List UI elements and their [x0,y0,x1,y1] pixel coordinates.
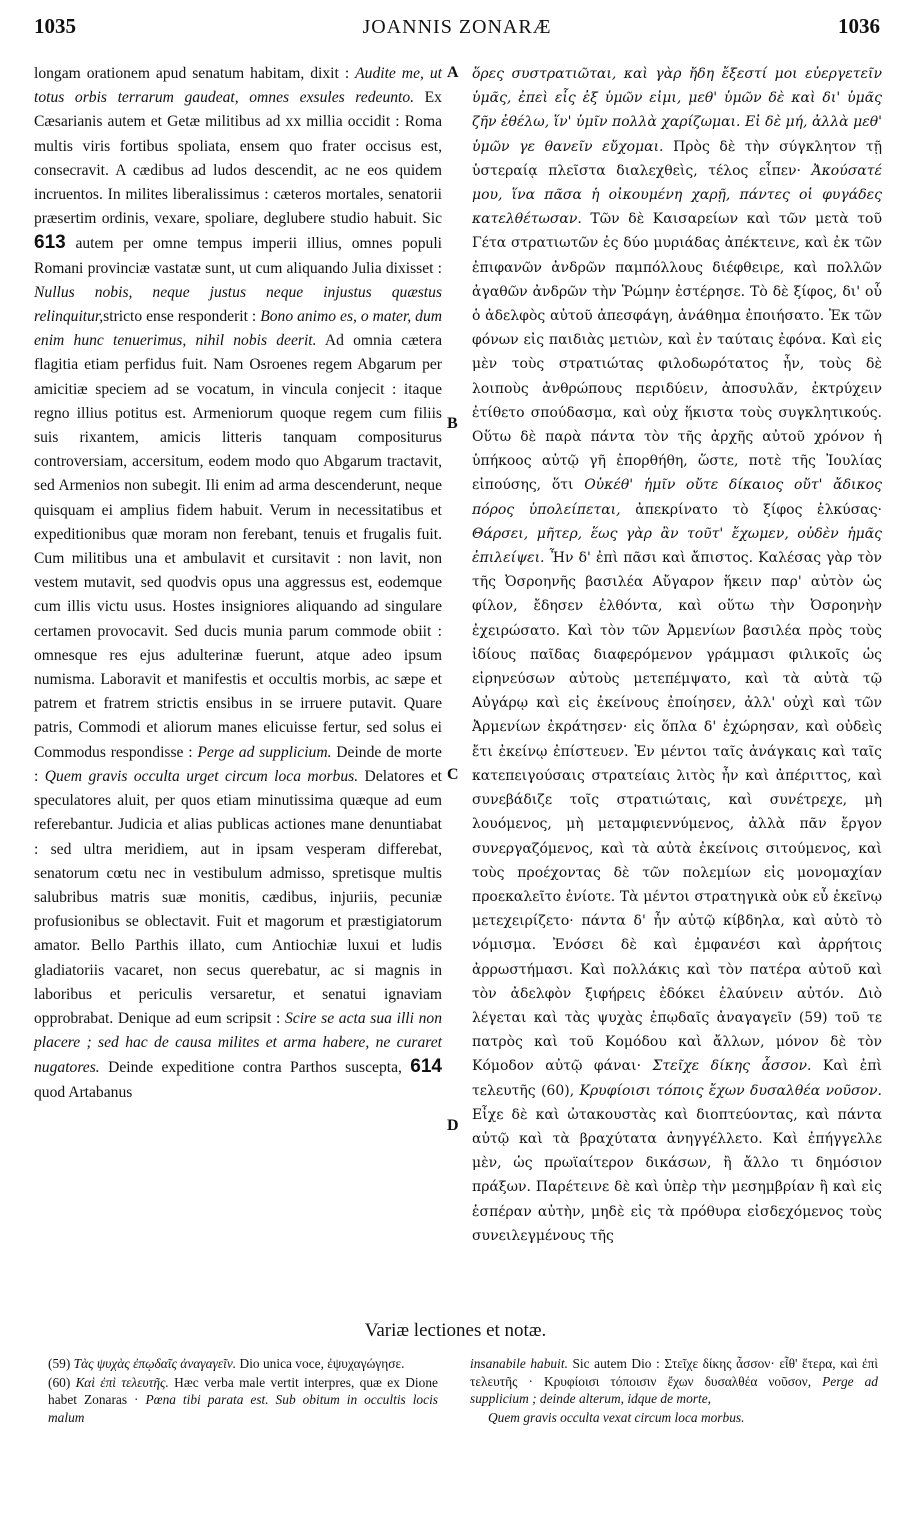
greek-text [472,62,882,1248]
greek-quote: Οὐκέθ' ἡμῖν οὔτε δίκαιος οὔτ' ἄδικος πόρος ὑπολείπεται, [472,477,882,518]
greek-column [472,62,883,1244]
latin-segment: Ad omnia cætera flagitia etiam perfidus fuit. Nam Osroenes regem Abgarum per amicitiæ speciem ad se vocatum, in vincula conjecit : itaque regno illius potitus est. Armeniorum quoque regem cum filiis suis rixantem, amicis litteris tanquam compositurus controversiam, accersitum, eodem modo quo Abgarum tractavit, sed Armenios non subegit. Ili enim ad arma descenderunt, neque quisquam ei amplius fidem habuit. Verum in necessitatibus et expeditionibus quæ moram non ferebant, tenuis et frugalis fuit. Cum militibus una et ambulavit et cursitavit : non lavit, non vestem mutavit, sed quodvis opus una aggressus est, eodemque cum illis victu usus. Hostes insigniores aliquando ad singulare certamen provocavit. Sed ducis munia parum commode obiit : omnesque res ejus adulterinæ fuerunt, atque adeo ipsum numisma. Laboravit et manifestis et occultis morbis, ac sæpe et patrem et fratrem strictis ensibus in se irruere putavit. Quare patris, Commodi et aliorum manes elicuisse fertur, sed solus ei Commodus respondisse : [34,332,443,761]
greek-quote: Κρυφίοισι τόποις ἔχων δυσαλθέα νοῦσον. [579,1082,882,1099]
note-text: Hæc verba male vertit interpres, quæ ex Dione habet Zonaras · [48,1374,438,1407]
latin-segment: quod Artabanus [34,1083,133,1101]
page-number-right: 1036 [838,14,880,38]
reference-number-613: 613 [34,232,66,254]
note-59 [48,1355,438,1373]
greek-quote: Στεῖχε δίκης ἆσσον. [652,1058,812,1075]
note-text: Dio unica voce, ἐψυχαγώγησε. [236,1356,405,1371]
latin-quote: Bono animo es, o mater, dum enim hunc tenuerimus, nihil nobis deerit. [34,308,443,350]
section-marker-d: D [447,1117,459,1134]
notes-heading: Variæ lectiones et notæ. [364,1320,547,1341]
section-marker-b: B [447,415,458,432]
latin-segment: Deinde expeditione contra Parthos suscepta, [99,1059,411,1077]
notes-left-column [48,1355,438,1427]
note-quote: Perge ad supplicium ; deinde alterum, idque de morte, [470,1373,879,1406]
note-quote: Pœna tibi parata est. Sub obitum in occultis locis malum [48,1392,438,1425]
latin-quote: Audite me, ut totus orbis terrarum gaudeat, omnes exsules redeunto. [34,65,442,107]
greek-segment: Τῶν δὲ Καισαρείων καὶ τῶν μετὰ τοῦ Γέτα στρατιωτῶν ἐς δύο μυριάδας ἀπέκτεινε, καὶ ἐκ τῶν ἐπιφανῶν ἀνδρῶν παμπόλλους διέφθειρε, καὶ πολλῶν ἀγαθῶν ἀνδρῶν τὴν Ῥώμην ἐστέρησε. Τὸ δὲ ξίφος, δι' οὗ ὁ ἀδελφὸς αὐτοῦ ἀπεσφάγη, ἀνάθημα ἐποιήσατο. Ἐκ τῶν φόνων εἰς παιδιὰς μετιὼν, καὶ ἐν ταύταις ἐφόνα. Καὶ εἰς μὲν τοὺς στρατιώτας φιλοδωρότατος ἦν, τοὺς δὲ λοιποὺς ἀνθρώπους περιδύειν, ἀποσυλᾶν, ἐκτρύχειν ἐτίθετο σπούδασμα, καὶ οὐχ ἥκιστα τοὺς συγκλητικούς. Οὕτω δὲ παρὰ πάντα τὸν τῆς ἀρχῆς αὐτοῦ χρόνον ἡ ὑπήκοος αὐτῷ γῆ ἐπορθήθη, ὥστε, ποτὲ τῆς Ἰουλίας εἰπούσης, ὅτι [472,211,882,494]
note-quote: Καὶ ἐπὶ τελευτῆς. [75,1374,169,1390]
notes-right-column [470,1355,878,1427]
note-label: (60) [48,1374,76,1390]
note-verse [470,1409,878,1427]
greek-segment: Εἶχε δὲ καὶ ὠτακουστὰς καὶ διοπτεύοντας, καὶ πάντα αὐτῷ καὶ τὰ βραχύτατα ἀνηγγέλλετο. Καὶ ἐπήγγελλε μὲν, ὡς πρωϊαίτερον δικάσων, ἢ ἄλλο τι δημόσιον πράξων. Παρέτεινε δὲ καὶ ὑπὲρ τὴν μεσημβρίαν ἢ καὶ εἰς ἑσπέραν αὐτὴν, μηδὲ εἰς τὰ πρόθυρα εἰσδεχόμενος τοὺς συνειλεγμένους τῆς [472,1106,882,1244]
section-marker-c: C [447,766,459,783]
latin-segment: longam orationem apud senatum habitam, dixit : [34,65,356,82]
latin-segment: Delatores et speculatores aluit, per quos etiam minutissima quæque ad eum referebantur. Judicia et alias publicas actiones mane denuntiabat : sed ultra meridiem, aut in ipsam vesperam differebat, senatorum cœtu nec in vestibulum admisso, spretisque multis salubribus matris suæ monitis, cædibus, injuriis, pecuniæ profusionibus se oblectavit. Fuit et magorum et præstigiatorum amator. Bello Parthis illato, cum Antiochiæ luxui et ludis gladiatoriis vacaret, non secus querebatur, ac si magnis in laboribus et periculis versaretur, et senatui ignaviam opprobrabat. Denique ad eum scripsit : [34,767,443,1027]
greek-segment: Καὶ ἐπὶ τελευτῆς (60), [472,1058,883,1099]
latin-text [34,62,442,1105]
section-marker-a: A [447,64,459,81]
greek-quote: Ἀκούσατέ μου, ἵνα πᾶσα ἡ οἰκουμένη χαρῇ, πάντες οἱ φυγάδες κατελθέτωσαν. [472,162,882,228]
note-text: Sic autem Dio : Στεῖχε δίκης ἆσσον· εἶθ' ἕτερα, καὶ ἐπὶ τελευτῆς · Κρυφίοισι τόποισιν ἔχων δυσαλθέα νοῦσον, [470,1356,878,1389]
page-header [34,14,880,48]
running-title: JOANNIS ZONARÆ [362,16,552,38]
reference-number-614: 614 [410,1056,442,1078]
greek-segment: Πρὸς δὲ τὴν σύγκλητον τῇ ὑστεραίᾳ πλεῖστα διαλεχθεὶς, τέλος εἶπεν· [472,138,882,179]
note-label: (59) [48,1356,74,1371]
note-60-continued [470,1355,878,1408]
latin-segment: Ex Cæsarianis autem et Getæ militibus ad xx millia occidit : Roma multis viris fortibus spoliata, ensem quo frater occisus est, consecravit. A cædibus ad ludos descendit, ac ne eos quidem incruentos. In milites liberalissimus : cæteros mortales, senatorii præsertim ordinis, vexare, spoliare, deglubere studio habuit. Sic [34,89,442,228]
note-quote: Quem gravis occulta vexat circum loca morbus. [488,1409,745,1425]
greek-segment: ἀπεκρίνατο τὸ ξίφος ἑλκύσας· [620,501,882,518]
latin-segment: Deinde de morte : [34,743,442,785]
note-60 [48,1374,438,1427]
page-number-left: 1035 [34,14,76,38]
latin-segment: autem per omne tempus imperii illius, omnes populi Romani provinciæ vastatæ sunt, ut cum aliquando Julia dixisset : [34,235,442,277]
latin-quote: Scire se acta sua illi non placere ; sed hac de causa milites et arma habere, ne curaret nugatores. [34,1009,442,1077]
latin-quote: Perge ad supplicium. [197,743,332,761]
latin-segment: stricto ense responderit : [103,308,261,326]
greek-segment: Ἦν δ' ἐπὶ πᾶσι καὶ ἄπιστος. Καλέσας γὰρ τὸν τῆς Ὀσροηνῆς βασιλέα Αὔγαρον ἥκειν παρ' αὐτὸν ὡς φίλον, ἔδησεν ἐλθόντα, καὶ οὕτω τὴν Ὀσροηνὴν ἐχειρώσατο. Καὶ τὸν τῶν Ἀρμενίων βασιλέα πρὸς τοὺς ἰδίους παῖδας διαφερόμενον γράμμασι φιλικοῖς ὡς εἰρηνεύσων αὐτοὺς μετεπέμψατο, καὶ τὰ αὐτὰ τῷ Αὐγάρῳ καὶ εἰς ἐκείνους ἐποίησεν, ἀλλ' οὐχὶ καὶ τῶν Ἀρμενίων ἐκράτησεν· εἰς ὅπλα δ' ἐχώρησαν, καὶ οὐδεὶς ἔτι ἐκείνῳ ἐπίστευεν. Ἐν μέντοι ταῖς ἀνάγκαις καὶ ταῖς κατεπειγούσαις στρατείαις λιτὸς ἦν καὶ ἀπέριττος, καὶ συνεβάδιζε τοῖς στρατιώταις, καὶ συνέτρεχε, μὴ λουόμενος, μὴ μεταμφιεννύμενος, ἀλλὰ πᾶν ἔργον συνεργαζόμενος, καὶ τὰ αὐτὰ ἐκείνοις σιτούμενος, καὶ τοὺς προέχοντας δὲ τῶν πολεμίων εἰς μονομαχίαν προεκαλεῖτο ἐνίοτε. Τὰ μέντοι στρατηγικὰ οὐκ εὖ ἐκεῖνῳ μετεχειρίζετο· πάντα δ' ἦν αὐτῷ κίβδηλα, καὶ αὐτὸ τὸ νόμισμα. Ἐνόσει δὲ καὶ ἐμφανέσι καὶ ἀρρήτοις ἀρρωστήμασι. Καὶ πολλάκις καὶ τὸν πατέρα αὐτοῦ καὶ τὸν ἀδελφὸν ξιφήρεις ἐδόκει ἐλαύνειν αὐτόν. Διὸ λέγεται καὶ τὰς ψυχὰς ἐπῳδαῖς ἀναγαγεῖν (59) τοῦ τε πατρὸς καὶ τοῦ Κομόδου καὶ ἄλλων, μόνον δὲ τὸν Κόμοδον αὐτῷ φάναι· [472,550,882,1075]
latin-quote: Quem gravis occulta urget circum loca morbus. [44,767,359,785]
note-quote: insanabile habuit. [470,1356,568,1371]
greek-quote: ὅρες συστρατιῶται, καὶ γὰρ ἤδη ἔξεστί μοι εὐεργετεῖν ὑμᾶς, ἐπεὶ εἷς ἐξ ὑμῶν εἰμι, μεθ' ὑμῶν δὲ καὶ δι' ὑμᾶς ζῆν ἐθέλω, ἵν' ὑμῖν πολλὰ χαρίζωμαι. Εἰ δὲ μή, ἀλλὰ μεθ' ὑμῶν γε θανεῖν εὔχομαι. [472,66,882,155]
note-quote: Τὰς ψυχὰς ἐπῳδαῖς ἀναγαγεῖν. [73,1356,237,1371]
greek-quote: Θάρσει, μῆτερ, ἕως γὰρ ἂν τοῦτ' ἔχωμεν, οὐδὲν ἡμᾶς ἐπιλείψει. [472,525,882,567]
latin-column [34,62,443,1101]
latin-quote: Nullus nobis, neque justus neque injustus quæstus relinquitur, [34,283,442,326]
